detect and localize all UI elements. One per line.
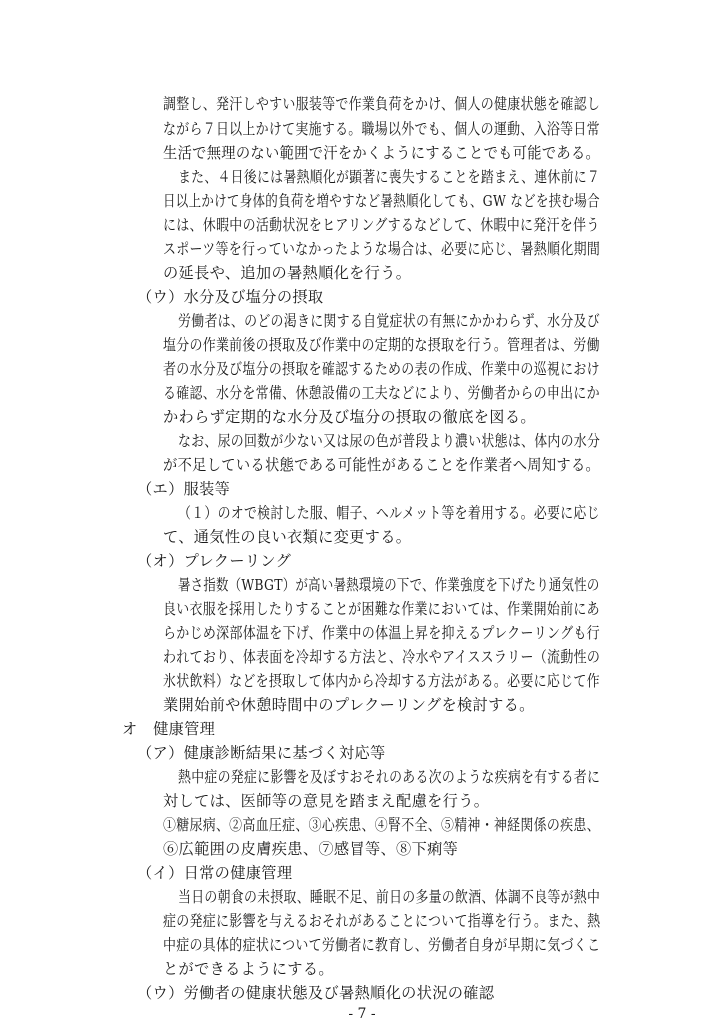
- text-line: 暑さ指数（WBGT）が高い暑熱環境の下で、作業強度を下げたり通気性の: [178, 576, 600, 594]
- text-line: が不足している状態である可能性があることを作業者へ周知する。: [163, 456, 601, 474]
- text-line: 良い衣服を採用したりすることが困難な作業においては、作業開始前にあ: [163, 600, 600, 618]
- text-line: 者の水分及び塩分の摂取を確認するための表の作成、作業中の巡視におけ: [163, 360, 600, 378]
- text-line: スポーツ等を行っていなかったような場合は、必要に応じ、暑熱順化期間: [163, 240, 601, 258]
- text-line: 塩分の作業前後の摂取及び作業中の定期的な摂取を行う。管理者は、労働: [163, 336, 600, 354]
- text-line: ながら７日以上かけて実施する。職場以外でも、個人の運動、入浴等日常: [163, 120, 600, 138]
- text-line: 生活で無理のない範囲で汗をかくようにすることでも可能である。: [163, 144, 601, 162]
- section-heading: （オ）プレクーリング: [137, 552, 292, 570]
- text-line: て、通気性の良い衣類に変更する。: [163, 528, 412, 546]
- section-heading: （イ）日常の健康管理: [137, 864, 293, 882]
- text-line: 対しては、医師等の意見を踏まえ配慮を行う。: [163, 792, 490, 810]
- text-line: ⑥広範囲の皮膚疾患、⑦感冒等、⑧下痢等: [163, 840, 459, 858]
- text-line: 当日の朝食の未摂取、睡眠不足、前日の多量の飲酒、体調不良等が熱中: [178, 888, 601, 906]
- text-line: 症の発症に影響を与えるおそれがあることについて指導を行う。また、熱: [163, 912, 601, 930]
- text-line: らかじめ深部体温を下げ、作業中の体温上昇を抑えるプレクーリングも行: [163, 624, 600, 642]
- text-line: また、４日後には暑熱順化が顕著に喪失することを踏まえ、連休前に７: [178, 168, 601, 186]
- text-line: 中症の具体的症状について労働者に教育し、労働者自身が早期に気づくこ: [163, 936, 601, 954]
- section-heading: （ア）健康診断結果に基づく対応等: [137, 744, 386, 762]
- text-line: 業開始前や休憩時間中のプレクーリングを検討する。: [163, 696, 535, 714]
- text-line: る確認、水分を常備、休憩設備の工夫などにより、労働者からの申出にか: [163, 384, 600, 402]
- text-line: （１）のオで検討した服、帽子、ヘルメット等を着用する。必要に応じ: [178, 504, 600, 522]
- text-line: には、休暇中の活動状況をヒアリングするなどして、休暇中に発汗を伴う: [163, 216, 600, 234]
- text-line: 労働者は、のどの渇きに関する自覚症状の有無にかかわらず、水分及び: [178, 312, 600, 330]
- text-line: ①糖尿病、②高血圧症、③心疾患、④腎不全、⑤精神・神経関係の疾患、: [163, 816, 600, 834]
- text-line: 日以上かけて身体的負荷を増やすなど暑熱順化しても、GW などを挟む場合: [163, 192, 600, 210]
- text-line: 熱中症の発症に影響を及ぼすおそれのある次のような疾病を有する者に: [178, 768, 601, 786]
- text-line: われており、体表面を冷却する方法と、冷水やアイススラリー（流動性の: [163, 648, 601, 666]
- text-line: の延長や、追加の暑熱順化を行う。: [163, 264, 412, 282]
- text-line: 氷状飲料）などを摂取して体内から冷却する方法がある。必要に応じて作: [163, 672, 600, 690]
- page-number: - 7 -: [348, 1006, 376, 1022]
- section-heading: （エ）服装等: [137, 480, 231, 498]
- section-heading: （ウ）労働者の健康状態及び暑熱順化の状況の確認: [137, 984, 495, 1002]
- section-heading: オ 健康管理: [122, 720, 216, 738]
- section-heading: （ウ）水分及び塩分の摂取: [137, 288, 324, 306]
- text-line: とができるようにする。: [163, 960, 334, 978]
- text-line: かわらず定期的な水分及び塩分の摂取の徹底を図る。: [163, 408, 536, 426]
- text-line: 調整し、発汗しやすい服装等で作業負荷をかけ、個人の健康状態を確認し: [163, 95, 601, 113]
- text-line: なお、尿の回数が少ない又は尿の色が普段より濃い状態は、体内の水分: [178, 432, 601, 450]
